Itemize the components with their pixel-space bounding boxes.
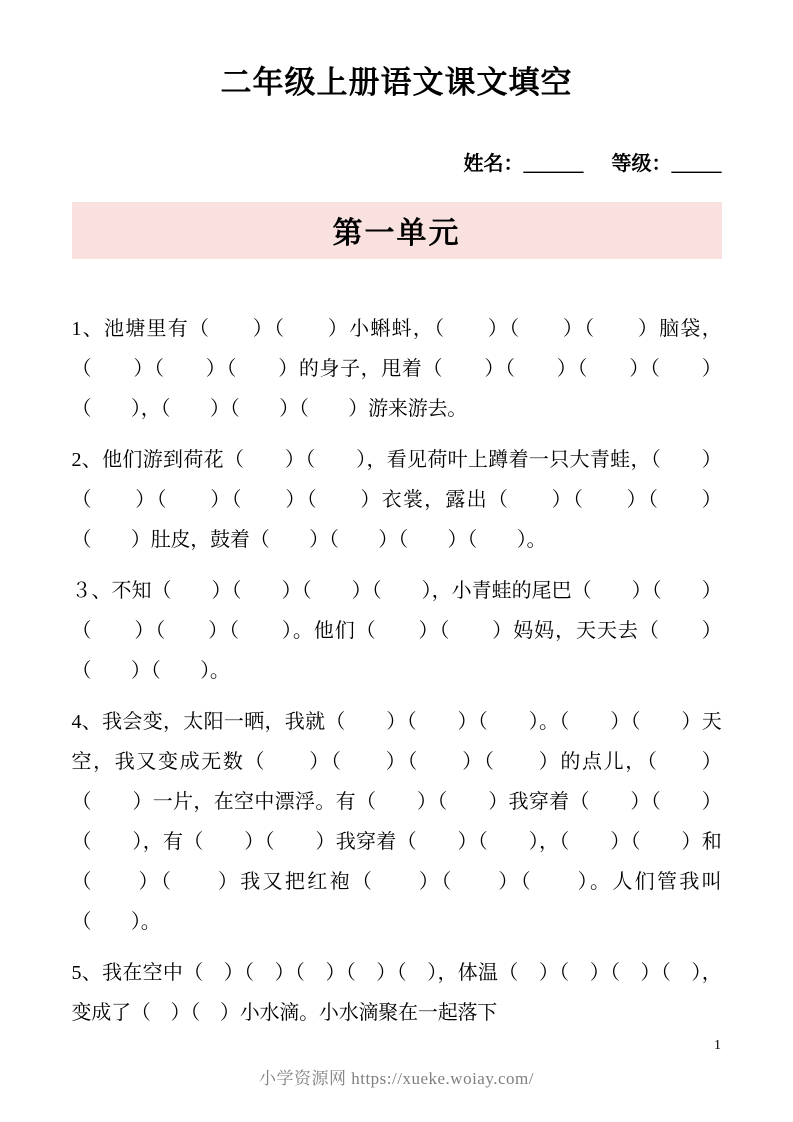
page-title: 二年级上册语文课文填空 <box>220 65 573 100</box>
exercise-paragraph-5: 5、我在空中（ ）（ ）（ ）（ ）（ ），体温（ ）（ ）（ ）（ ），变成了（ ）（ ）小水滴。小水滴聚在一起落下 <box>71 961 722 1024</box>
exercise-paragraph-4: 4、我会变，太阳一晒，我就（ ）（ ）（ ）。（ ）（ ）天空，我又变成无数（ ）（ ）（ ）（ ）的点儿，（ ）（ ）一片，在空中漂浮。有（ ）（ ）我穿着（ ）（ ）（ ），有（ ）（ ）我穿着（ ）（ ），（ ）（ ）和（ ）（ ）我又把红袍（ ）（ ）（ ）。人们管我叫（ ）。 <box>71 710 722 933</box>
name-label: 姓名： <box>463 152 524 175</box>
exercise-paragraph-3: ３、不知（ ）（ ）（ ）（ ），小青蛙的尾巴（ ）（ ）（ ）（ ）（ ）。他们（ ）（ ）妈妈，天天去（ ）（ ）（ ）。 <box>71 579 722 682</box>
grade-blank: _____ <box>671 152 722 175</box>
section-banner-title: 第一单元 <box>332 217 461 251</box>
grade-label: 等级： <box>611 152 672 175</box>
name-blank: ______ <box>523 152 584 175</box>
exercise-paragraph-2: 2、他们游到荷花（ ）（ ），看见荷叶上蹲着一只大青蛙，（ ）（ ）（ ）（ ）（ ）衣裳，露出（ ）（ ）（ ）（ ）肚皮，鼓着（ ）（ ）（ ）（ ）。 <box>71 448 722 551</box>
name-grade-line <box>72 147 722 176</box>
page-number: 1 <box>714 1038 721 1053</box>
exercise-paragraph-1: 1、池塘里有（ ）（ ）小蝌蚪，（ ）（ ）（ ）脑袋，（ ）（ ）（ ）的身子，甩着（ ）（ ）（ ）（ ）（ ），（ ）（ ）（ ）游来游去。 <box>71 317 722 420</box>
section-banner <box>72 202 722 259</box>
footer-source: 小学资源网 https://xueke.woiay.com/ <box>258 1069 534 1088</box>
exercise-body <box>72 309 722 1033</box>
